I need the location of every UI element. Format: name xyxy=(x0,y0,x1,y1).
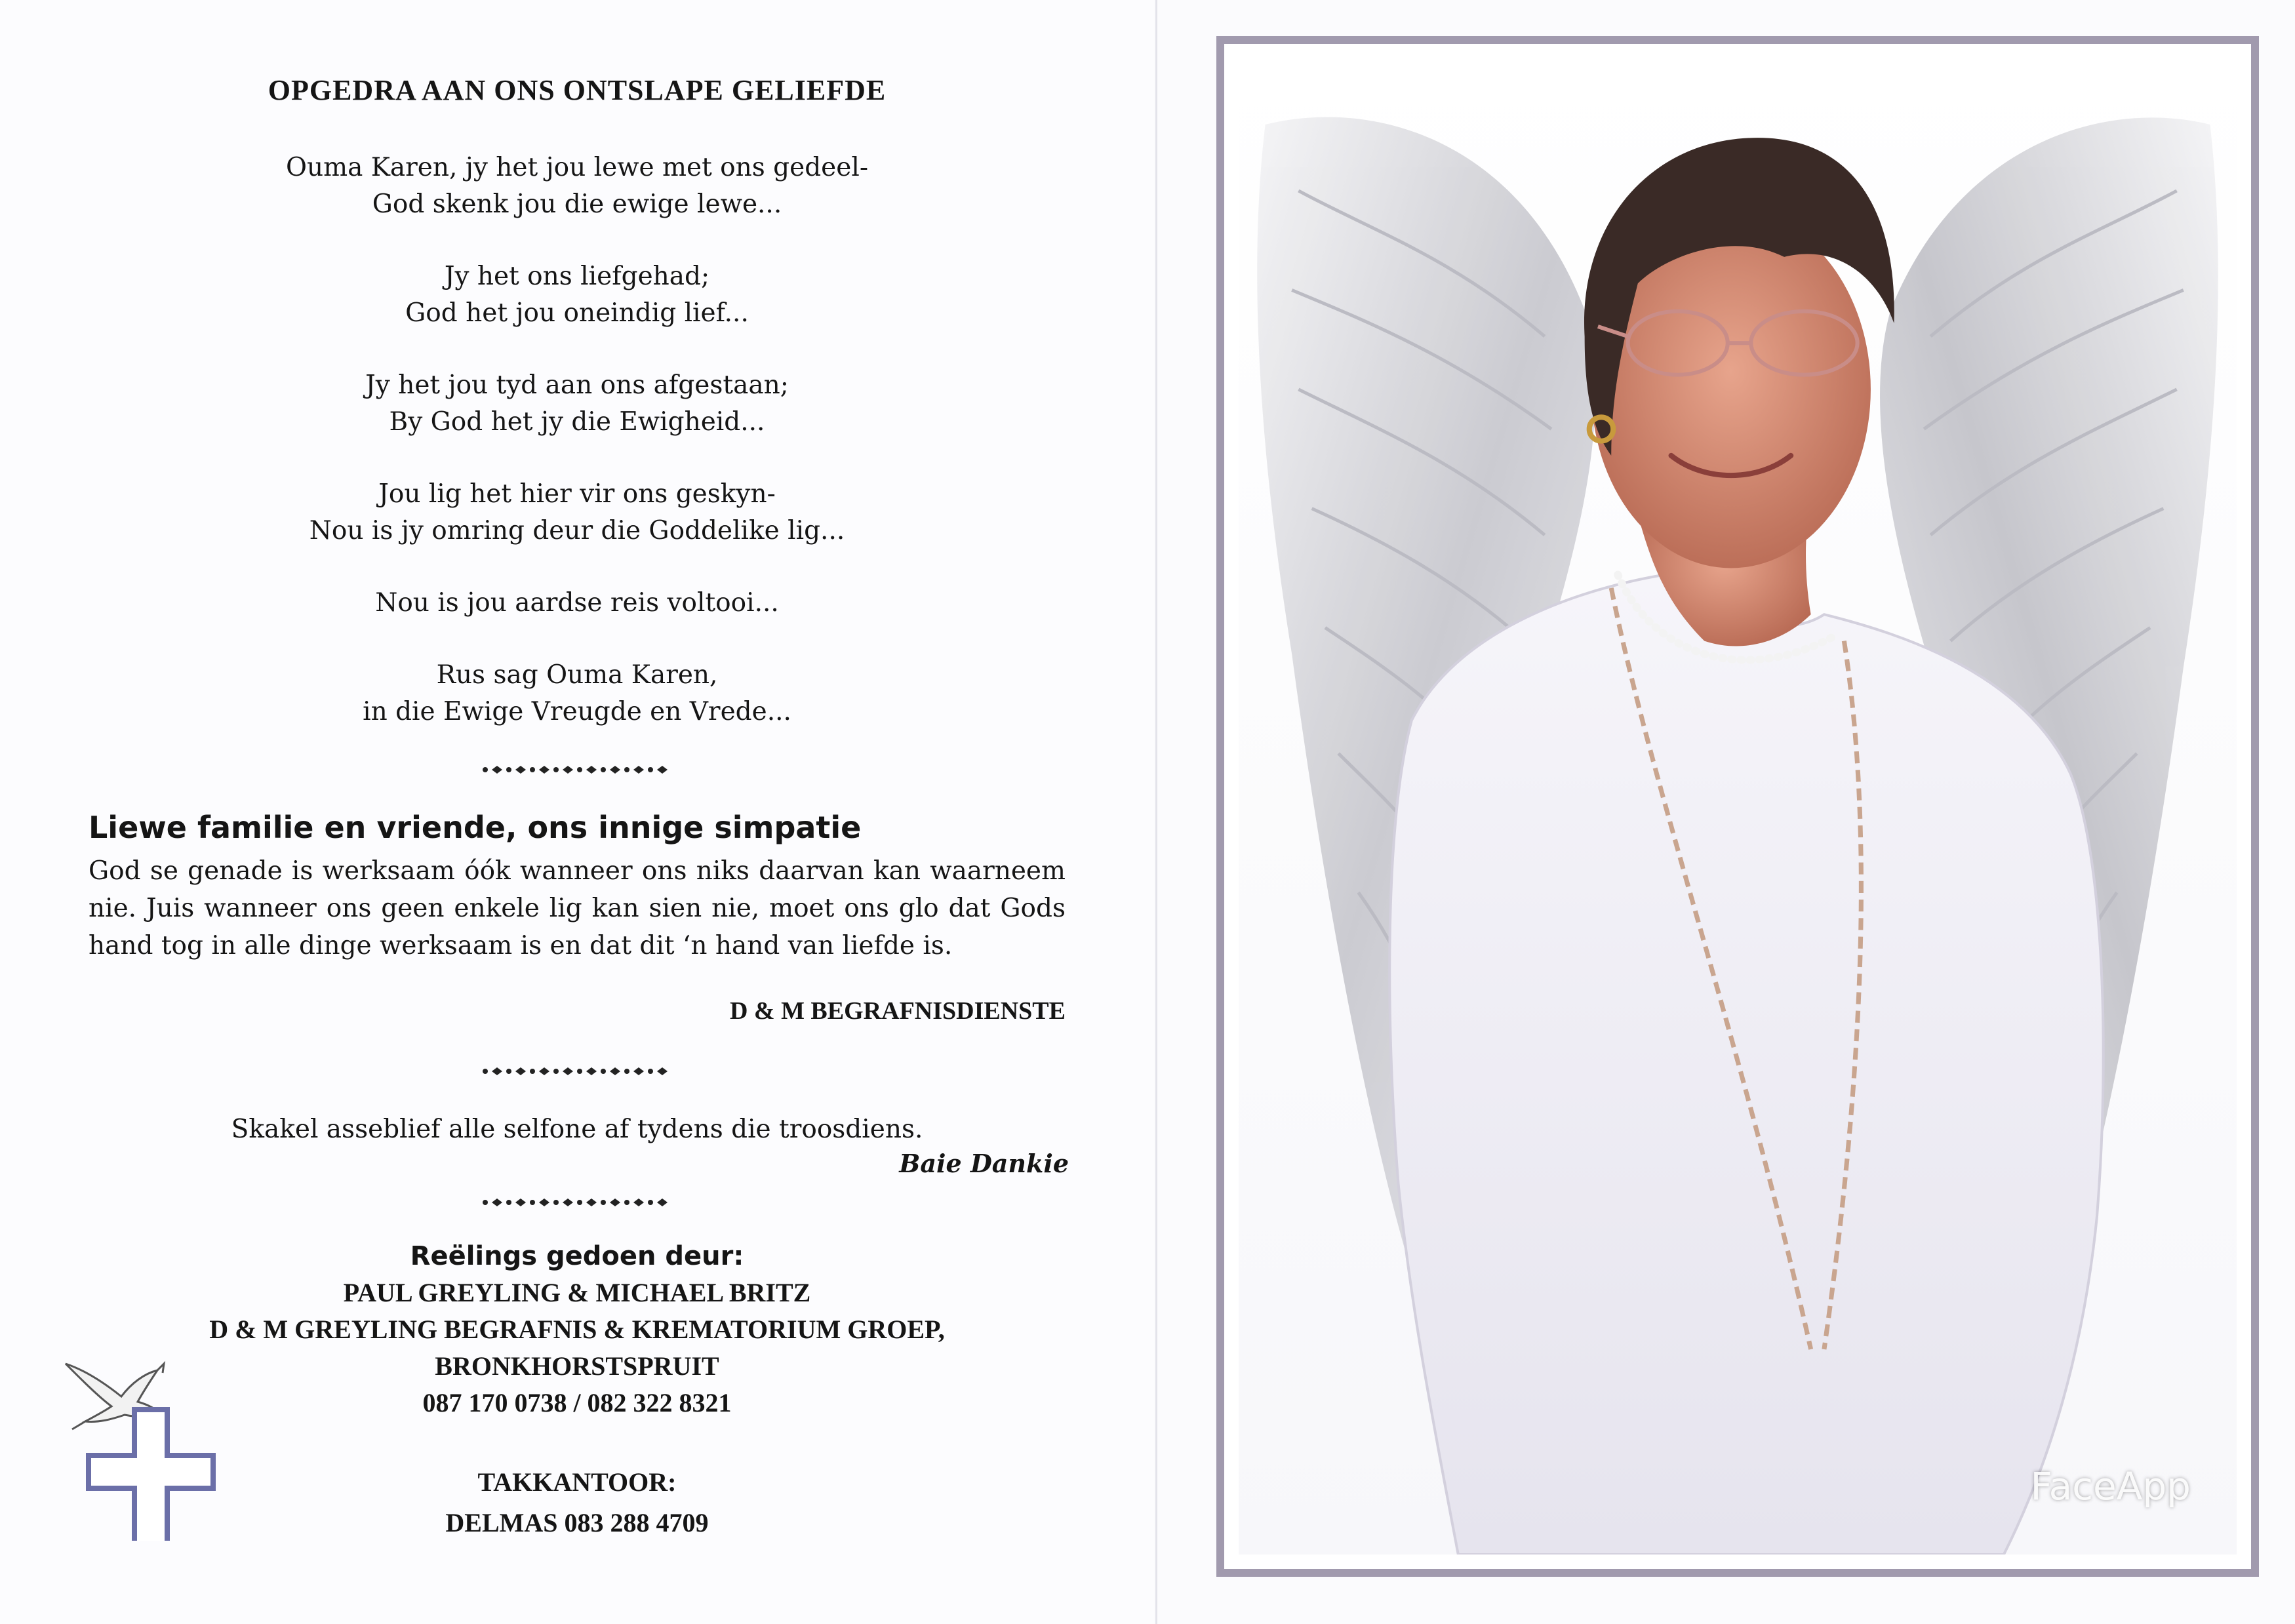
poem-stanza xyxy=(89,258,1066,332)
poem-line: Nou is jou aardse reis voltooi... xyxy=(375,588,779,618)
poem-line: Jy het jou tyd aan ons afgestaan; xyxy=(365,370,789,400)
condolence-signature: D & M BEGRAFNISDIENSTE xyxy=(729,997,1066,1025)
arrangements-town: BRONKHORSTSPRUIT xyxy=(435,1351,719,1381)
dedication-heading: OPGEDRA AAN ONS ONTSLAPE GELIEFDE xyxy=(268,74,887,106)
ornament-divider xyxy=(472,1063,682,1079)
shirt xyxy=(1389,575,2104,1555)
ornament-icon xyxy=(479,1063,675,1079)
arrangements-phones: 087 170 0738 / 082 322 8321 xyxy=(422,1388,732,1417)
poem-line: God het jou oneindig lief... xyxy=(405,298,749,328)
poem-line: Nou is jy omring deur die Goddelike lig... xyxy=(309,516,845,545)
poem-line: Jy het ons liefgehad; xyxy=(444,262,710,291)
portrait-frame xyxy=(1216,36,2259,1577)
ornament-divider xyxy=(472,762,682,778)
poem-line: By God het jy die Ewigheid... xyxy=(389,407,765,437)
condolence-body: God se genade is werksaam óók wanneer ons niks daarvan kan waarneem nie. Juis wanneer ons geen enkele lig kan sien nie, moet ons glo dat Gods hand tog in alle dinge werksaam is en dat dit ‘n hand van liefde is. xyxy=(89,856,1066,961)
faceapp-watermark: FaceApp xyxy=(2030,1464,2191,1509)
portrait-photo xyxy=(1239,58,2237,1555)
poem-stanza xyxy=(89,476,1066,549)
poem-line: Jou lig het hier vir ons geskyn- xyxy=(378,479,776,509)
poem-stanza xyxy=(89,585,1066,622)
poem-stanza xyxy=(89,367,1066,441)
poem xyxy=(89,149,1066,766)
dove-cross-icon xyxy=(59,1344,249,1541)
poem-line: Ouma Karen, jy het jou lewe met ons gedeel- xyxy=(286,153,868,182)
arrangements-company: D & M GREYLING BEGRAFNIS & KREMATORIUM GROEP, xyxy=(209,1315,945,1344)
arrangements-title: Reëlings gedoen deur: xyxy=(410,1241,744,1271)
arrangements-names: PAUL GREYLING & MICHAEL BRITZ xyxy=(343,1278,811,1307)
poem-stanza xyxy=(89,149,1066,223)
poem-stanza xyxy=(89,657,1066,730)
cross-icon xyxy=(89,1410,213,1541)
thanks-signature: Baie Dankie xyxy=(899,1149,1069,1178)
condolence-title: Liewe familie en vriende, ons innige simpatie xyxy=(89,810,862,845)
ornament-icon xyxy=(479,762,675,778)
phones-off-note: Skakel asseblief alle selfone af tydens die troosdiens. xyxy=(231,1115,923,1144)
ornament-divider xyxy=(472,1195,682,1210)
branch-line: DELMAS 083 288 4709 xyxy=(445,1508,709,1537)
poem-line: Rus sag Ouma Karen, xyxy=(436,660,718,690)
poem-line: God skenk jou die ewige lewe... xyxy=(372,189,782,219)
branch-title: TAKKANTOOR: xyxy=(477,1467,677,1497)
ornament-icon xyxy=(479,1195,675,1210)
poem-line: in die Ewige Vreugde en Vrede... xyxy=(363,697,791,726)
